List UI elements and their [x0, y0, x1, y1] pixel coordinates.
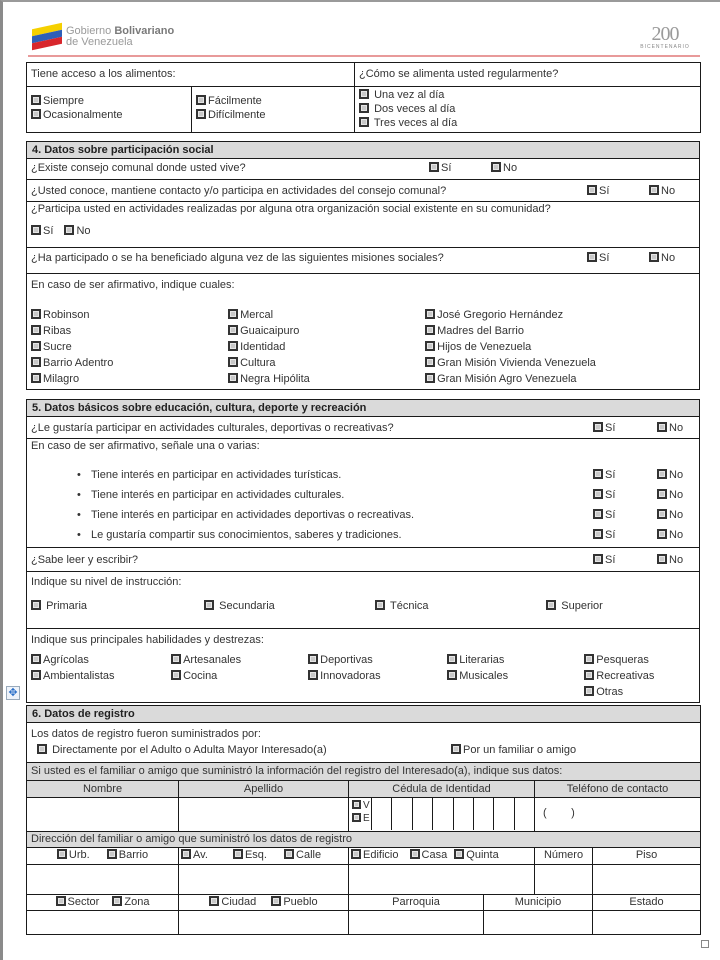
skill-artesanales[interactable]: Artesanales — [171, 652, 305, 668]
checkbox-icon[interactable] — [351, 849, 361, 859]
checkbox-icon[interactable] — [228, 357, 238, 367]
option-una-vez[interactable]: Una vez al día — [359, 88, 696, 102]
checkbox-icon[interactable] — [196, 109, 206, 119]
section-4-table — [26, 141, 700, 390]
s5-bullet-2: • Tiene interés en participar en actividades culturales. Sí No — [31, 485, 695, 505]
level-superior[interactable]: Superior — [546, 599, 603, 613]
checkbox-icon[interactable] — [284, 849, 294, 859]
checkbox-icon[interactable] — [447, 670, 457, 680]
checkbox-icon[interactable] — [31, 225, 41, 235]
addr-parroquia-input[interactable] — [349, 911, 484, 935]
checkbox-icon[interactable] — [359, 103, 369, 113]
bicentenario-number: 200 — [651, 23, 679, 45]
cedula-digit-input[interactable] — [371, 798, 534, 830]
checkbox-icon[interactable] — [56, 896, 66, 906]
addr-numero-input[interactable] — [535, 865, 593, 895]
addr-esq[interactable]: Esq. — [233, 848, 267, 862]
mission-barrio-adentro[interactable]: Barrio Adentro — [31, 355, 225, 371]
addr-ciudad[interactable]: Ciudad — [209, 895, 256, 909]
skills-column-5 — [584, 652, 654, 700]
skill-innovadoras[interactable]: Innovadoras — [308, 668, 444, 684]
section-4-title: 4. Datos sobre participación social — [27, 142, 700, 159]
checkbox-icon[interactable] — [352, 813, 361, 822]
checkbox-icon[interactable] — [593, 469, 603, 479]
section-5-table — [26, 399, 700, 703]
s4-q3-si[interactable]: Sí — [31, 224, 53, 238]
mission-ribas[interactable]: Ribas — [31, 323, 225, 339]
s5-q1-text: ¿Le gustaría participar en actividades culturales, deportivas o recreativas? — [31, 422, 394, 434]
checkbox-icon[interactable] — [425, 325, 435, 335]
mission-guaicaipuro[interactable]: Guaicaipuro — [228, 323, 422, 339]
s5-read-no[interactable]: No — [657, 553, 683, 567]
addr-calle[interactable]: Calle — [284, 848, 321, 862]
checkbox-icon[interactable] — [546, 600, 556, 610]
checkbox-icon[interactable] — [31, 600, 41, 610]
checkbox-icon[interactable] — [31, 670, 41, 680]
addr-quinta[interactable]: Quinta — [454, 848, 498, 862]
supplied-prompt: Los datos de registro fueron suministrados por: — [31, 728, 261, 740]
addr-piso-input[interactable] — [593, 865, 701, 895]
checkbox-icon[interactable] — [451, 744, 461, 754]
logo-text-bold: Bolivariano — [114, 25, 175, 37]
checkbox-icon[interactable] — [375, 600, 385, 610]
checkbox-icon[interactable] — [31, 373, 41, 383]
document-header — [28, 22, 700, 58]
level-secundaria[interactable]: Secundaria — [204, 599, 372, 613]
s4-q2-si[interactable]: Sí — [587, 184, 609, 198]
s4-q3-no[interactable]: No — [64, 224, 90, 238]
missions-prompt: En caso de ser afirmativo, indique cuales: — [31, 279, 235, 291]
cedula-v-option[interactable]: V — [352, 799, 371, 812]
checkbox-icon[interactable] — [429, 162, 439, 172]
checkbox-icon[interactable] — [649, 185, 659, 195]
skill-cocina[interactable]: Cocina — [171, 668, 305, 684]
level-prompt: Indique su nivel de instrucción: — [31, 576, 182, 588]
s5-b4-no[interactable]: No — [657, 525, 683, 545]
mission-identidad[interactable]: Identidad — [228, 339, 422, 355]
section-6-title: 6. Datos de registro — [27, 706, 701, 723]
checkbox-icon[interactable] — [352, 800, 361, 809]
checkbox-icon[interactable] — [228, 373, 238, 383]
s5-read-text: ¿Sabe leer y escribir? — [31, 554, 138, 566]
checkbox-icon[interactable] — [271, 896, 281, 906]
addr-pueblo[interactable]: Pueblo — [271, 895, 317, 909]
checkbox-icon[interactable] — [657, 489, 667, 499]
checkbox-icon[interactable] — [31, 95, 41, 105]
missions-column-1 — [31, 307, 225, 387]
checkbox-icon[interactable] — [57, 849, 67, 859]
logo-text-line2: de Venezuela — [66, 36, 133, 48]
skills-column-4 — [447, 652, 581, 684]
mission-robinson[interactable]: Robinson — [31, 307, 225, 323]
checkbox-icon[interactable] — [308, 654, 318, 664]
s5-prompt: En caso de ser afirmativo, señale una o varias: — [31, 440, 260, 452]
section-6-table — [26, 705, 701, 935]
s5-q1-no[interactable]: No — [657, 421, 683, 435]
mission-negra-hipolita[interactable]: Negra Hipólita — [228, 371, 422, 387]
checkbox-icon[interactable] — [112, 896, 122, 906]
apellido-input[interactable] — [179, 798, 349, 832]
checkbox-icon[interactable] — [31, 654, 41, 664]
addr-edificio-input[interactable] — [349, 865, 535, 895]
food-table — [26, 62, 701, 133]
col-nombre: Nombre — [27, 781, 179, 798]
checkbox-icon[interactable] — [649, 252, 659, 262]
addr-casa[interactable]: Casa — [410, 848, 448, 862]
col-estado: Estado — [593, 895, 701, 911]
checkbox-icon[interactable] — [593, 529, 603, 539]
s4-q2-no[interactable]: No — [649, 184, 675, 198]
addr-zona[interactable]: Zona — [112, 895, 149, 909]
option-dos-veces[interactable]: Dos veces al día — [359, 102, 696, 116]
mission-sucre[interactable]: Sucre — [31, 339, 225, 355]
addr-ciudad-input[interactable] — [179, 911, 349, 935]
checkbox-icon[interactable] — [454, 849, 464, 859]
checkbox-icon[interactable] — [425, 341, 435, 351]
s5-read-si[interactable]: Sí — [593, 553, 615, 567]
cedula-e-option[interactable]: E — [352, 812, 371, 825]
col-piso: Piso — [593, 848, 701, 865]
skill-recreativas[interactable]: Recreativas — [584, 668, 654, 684]
addr-sector-input[interactable] — [27, 911, 179, 935]
checkbox-icon[interactable] — [31, 325, 41, 335]
checkbox-icon[interactable] — [593, 554, 603, 564]
col-numero: Número — [535, 848, 593, 865]
checkbox-icon[interactable] — [657, 529, 667, 539]
checkbox-icon[interactable] — [37, 744, 47, 754]
checkbox-icon[interactable] — [584, 670, 594, 680]
missions-column-3 — [425, 307, 685, 387]
option-dificilmente[interactable]: Difícilmente — [196, 108, 350, 122]
s4-q4-no[interactable]: No — [649, 251, 675, 265]
addr-municipio-input[interactable] — [484, 911, 593, 935]
checkbox-icon[interactable] — [228, 341, 238, 351]
checkbox-icon[interactable] — [31, 357, 41, 367]
s5-bullet-1: • Tiene interés en participar en actividades turísticas. Sí No — [31, 465, 695, 485]
mission-hijos-de-venezuela[interactable]: Hijos de Venezuela — [425, 339, 685, 355]
checkbox-icon[interactable] — [31, 309, 41, 319]
supplied-relative[interactable]: Por un familiar o amigo — [451, 742, 576, 758]
checkbox-icon[interactable] — [204, 600, 214, 610]
checkbox-icon[interactable] — [587, 185, 597, 195]
s5-b1-no[interactable]: No — [657, 465, 683, 485]
checkbox-icon[interactable] — [410, 849, 420, 859]
missions-column-2 — [228, 307, 422, 387]
checkbox-icon[interactable] — [447, 654, 457, 664]
option-tres-veces[interactable]: Tres veces al día — [359, 116, 696, 130]
checkbox-icon[interactable] — [584, 686, 594, 696]
checkbox-icon[interactable] — [491, 162, 501, 172]
skills-column-3 — [308, 652, 444, 684]
checkbox-icon[interactable] — [657, 554, 667, 564]
addr-urb[interactable]: Urb. — [57, 848, 90, 862]
s4-q1-no[interactable]: No — [491, 161, 517, 175]
s5-b3-no[interactable]: No — [657, 505, 683, 525]
addr-av[interactable]: Av. — [181, 848, 208, 862]
s4-q2-text: ¿Usted conoce, mantiene contacto y/o participa en actividades del consejo comunal? — [31, 185, 447, 197]
skill-pesqueras[interactable]: Pesqueras — [584, 652, 654, 668]
skills-column-1 — [31, 652, 168, 684]
checkbox-icon[interactable] — [359, 89, 369, 99]
addr-urb-input[interactable] — [27, 865, 179, 895]
checkbox-icon[interactable] — [425, 373, 435, 383]
checkbox-icon[interactable] — [228, 325, 238, 335]
table-move-handle-icon[interactable]: ✥ — [6, 686, 20, 700]
option-facilmente[interactable]: Fácilmente — [196, 94, 350, 108]
checkbox-icon[interactable] — [657, 422, 667, 432]
table-resize-handle-icon[interactable] — [701, 940, 709, 948]
col-cedula: Cédula de Identidad — [349, 781, 535, 798]
skills-prompt: Indique sus principales habilidades y destrezas: — [31, 634, 264, 646]
food-access-question: Tiene acceso a los alimentos: — [27, 63, 355, 87]
checkbox-icon[interactable] — [593, 489, 603, 499]
s4-q4-si[interactable]: Sí — [587, 251, 609, 265]
s5-bullet-4: • Le gustaría compartir sus conocimientos, saberes y tradiciones. Sí No — [31, 525, 695, 545]
checkbox-icon[interactable] — [359, 117, 369, 127]
bicentenario-sub: BICENTENARIO — [640, 44, 690, 50]
option-siempre[interactable]: Siempre — [31, 94, 187, 108]
col-parroquia: Parroquia — [349, 895, 484, 911]
mission-agro[interactable]: Gran Misión Agro Venezuela — [425, 371, 685, 387]
mission-jose-gregorio[interactable]: José Gregorio Hernández — [425, 307, 685, 323]
s5-b4-si[interactable]: Sí — [593, 525, 615, 545]
checkbox-icon[interactable] — [209, 896, 219, 906]
supplied-directly[interactable]: Directamente por el Adulto o Adulta Mayor Interesado(a) — [37, 744, 327, 756]
s4-q1-si[interactable]: Sí — [429, 161, 451, 175]
checkbox-icon[interactable] — [64, 225, 74, 235]
checkbox-icon[interactable] — [181, 849, 191, 859]
mission-vivienda[interactable]: Gran Misión Vivienda Venezuela — [425, 355, 685, 371]
header-rule — [28, 55, 700, 57]
col-municipio: Municipio — [484, 895, 593, 911]
telefono-input[interactable]: ( ) — [535, 798, 701, 832]
relative-prompt: Si usted es el familiar o amigo que suministró la información del registro del Interesado(a), indique sus datos: — [27, 763, 701, 781]
s5-q1-si[interactable]: Sí — [593, 421, 615, 435]
checkbox-icon[interactable] — [593, 509, 603, 519]
section-5-title: 5. Datos básicos sobre educación, cultura, deporte y recreación — [27, 400, 700, 417]
checkbox-icon[interactable] — [657, 469, 667, 479]
addr-barrio[interactable]: Barrio — [107, 848, 148, 862]
mission-madres-del-barrio[interactable]: Madres del Barrio — [425, 323, 685, 339]
s4-q3-text: ¿Participa usted en actividades realizadas por alguna otra organización social existente en su comunidad? — [31, 203, 551, 215]
mission-mercal[interactable]: Mercal — [228, 307, 422, 323]
venezuela-flag-icon — [32, 23, 62, 51]
s5-b3-si[interactable]: Sí — [593, 505, 615, 525]
checkbox-icon[interactable] — [308, 670, 318, 680]
mission-cultura[interactable]: Cultura — [228, 355, 422, 371]
nombre-input[interactable] — [27, 798, 179, 832]
checkbox-icon[interactable] — [425, 357, 435, 367]
s5-bullet-3: • Tiene interés en participar en actividades deportivas o recreativas. Sí No — [31, 505, 695, 525]
food-how-question: ¿Cómo se alimenta usted regularmente? — [355, 63, 701, 87]
skill-agricolas[interactable]: Agrícolas — [31, 652, 168, 668]
checkbox-icon[interactable] — [593, 422, 603, 432]
logo-text-light: Gobierno — [66, 25, 115, 37]
checkbox-icon[interactable] — [171, 654, 181, 664]
addr-edificio[interactable]: Edificio — [351, 848, 398, 862]
skill-ambientalistas[interactable]: Ambientalistas — [31, 668, 168, 684]
skills-column-2 — [171, 652, 305, 684]
checkbox-icon[interactable] — [196, 95, 206, 105]
bicentenario-logo — [634, 24, 696, 54]
checkbox-icon[interactable] — [584, 654, 594, 664]
checkbox-icon[interactable] — [657, 509, 667, 519]
checkbox-icon[interactable] — [425, 309, 435, 319]
col-telefono: Teléfono de contacto — [535, 781, 701, 798]
addr-estado-input[interactable] — [593, 911, 701, 935]
s5-b1-si[interactable]: Sí — [593, 465, 615, 485]
s5-b2-si[interactable]: Sí — [593, 485, 615, 505]
mission-milagro[interactable]: Milagro — [31, 371, 225, 387]
checkbox-icon[interactable] — [31, 109, 41, 119]
addr-av-input[interactable] — [179, 865, 349, 895]
s4-q4-text: ¿Ha participado o se ha beneficiado alguna vez de las siguientes misiones sociales? — [31, 252, 444, 264]
skill-deportivas[interactable]: Deportivas — [308, 652, 444, 668]
skill-otras[interactable]: Otras — [584, 684, 654, 700]
gobierno-logo — [32, 26, 174, 48]
checkbox-icon[interactable] — [228, 309, 238, 319]
addr-sector[interactable]: Sector — [56, 895, 100, 909]
s4-q1-text: ¿Existe consejo comunal donde usted vive? — [31, 162, 246, 174]
checkbox-icon[interactable] — [107, 849, 117, 859]
level-primaria[interactable]: Primaria — [31, 599, 201, 613]
checkbox-icon[interactable] — [171, 670, 181, 680]
address-prompt: Dirección del familiar o amigo que suministró los datos de registro — [27, 832, 701, 848]
checkbox-icon[interactable] — [587, 252, 597, 262]
level-tecnica[interactable]: Técnica — [375, 599, 543, 613]
skill-literarias[interactable]: Literarias — [447, 652, 581, 668]
col-apellido: Apellido — [179, 781, 349, 798]
s5-b2-no[interactable]: No — [657, 485, 683, 505]
checkbox-icon[interactable] — [233, 849, 243, 859]
checkbox-icon[interactable] — [31, 341, 41, 351]
skill-musicales[interactable]: Musicales — [447, 668, 581, 684]
option-ocasionalmente[interactable]: Ocasionalmente — [31, 108, 187, 122]
